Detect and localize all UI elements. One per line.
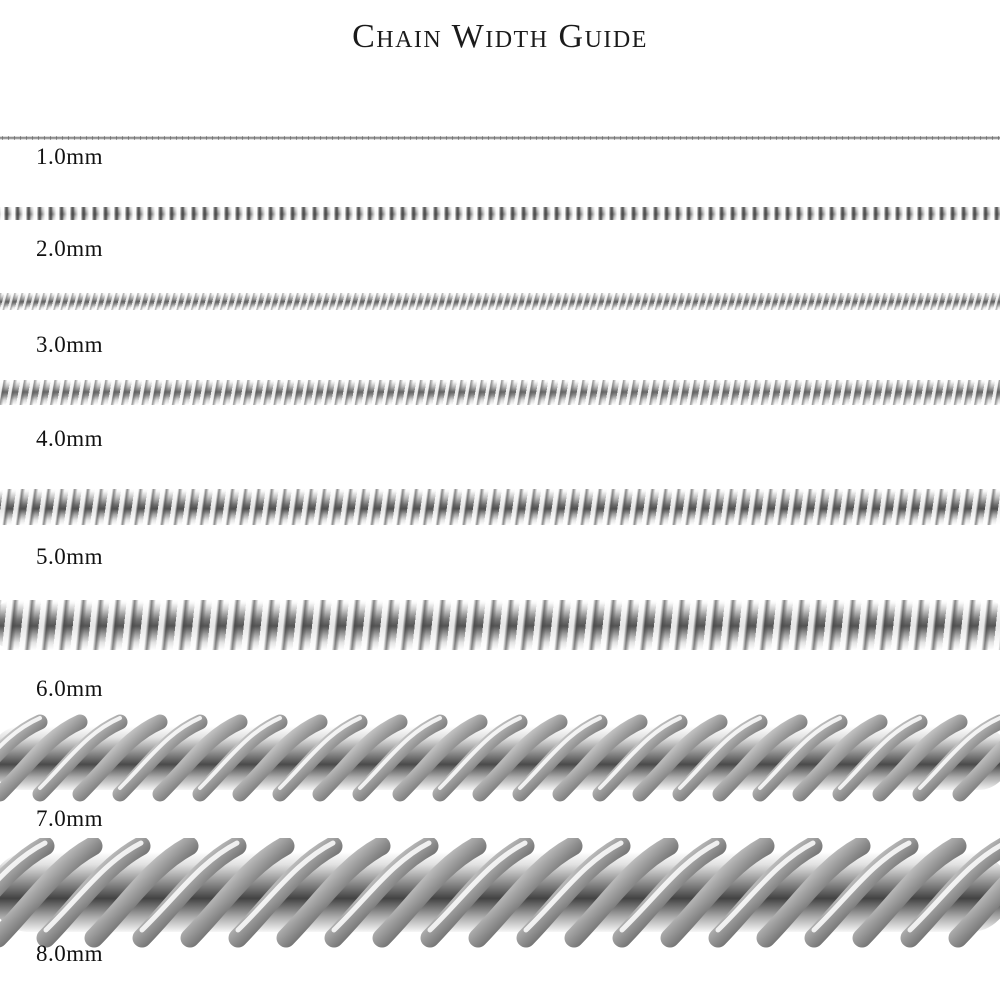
chain-label-8.0mm: 8.0mm [36,941,104,966]
chain-image-8.0mm [0,838,1000,948]
chain-image-4.0mm [0,374,1000,410]
chain-strand [0,838,1000,948]
chain-label-7.0mm: 7.0mm [36,806,104,831]
chain-image-7.0mm [0,712,1000,804]
chain-image-1.0mm [0,134,1000,142]
chain-strand [0,489,1000,525]
chain-image-6.0mm [0,592,1000,658]
chain-strand [0,207,1000,220]
chain-label-5.0mm: 5.0mm [36,544,104,569]
chain-label-6.0mm: 6.0mm [36,676,104,701]
chain-image-2.0mm [0,203,1000,223]
chain-image-3.0mm [0,288,1000,314]
chain-label-2.0mm: 2.0mm [36,236,104,261]
chain-strand [0,136,1000,140]
chain-label-1.0mm: 1.0mm [36,144,104,169]
chain-label-3.0mm: 3.0mm [36,332,104,357]
chain-strand [0,293,1000,310]
chain-strand [0,380,1000,405]
chain-image-5.0mm [0,482,1000,532]
chain-label-4.0mm: 4.0mm [36,426,104,451]
chain-strand [0,712,1000,804]
chain-strand [0,600,1000,650]
page-title: Chain Width Guide [352,18,648,55]
